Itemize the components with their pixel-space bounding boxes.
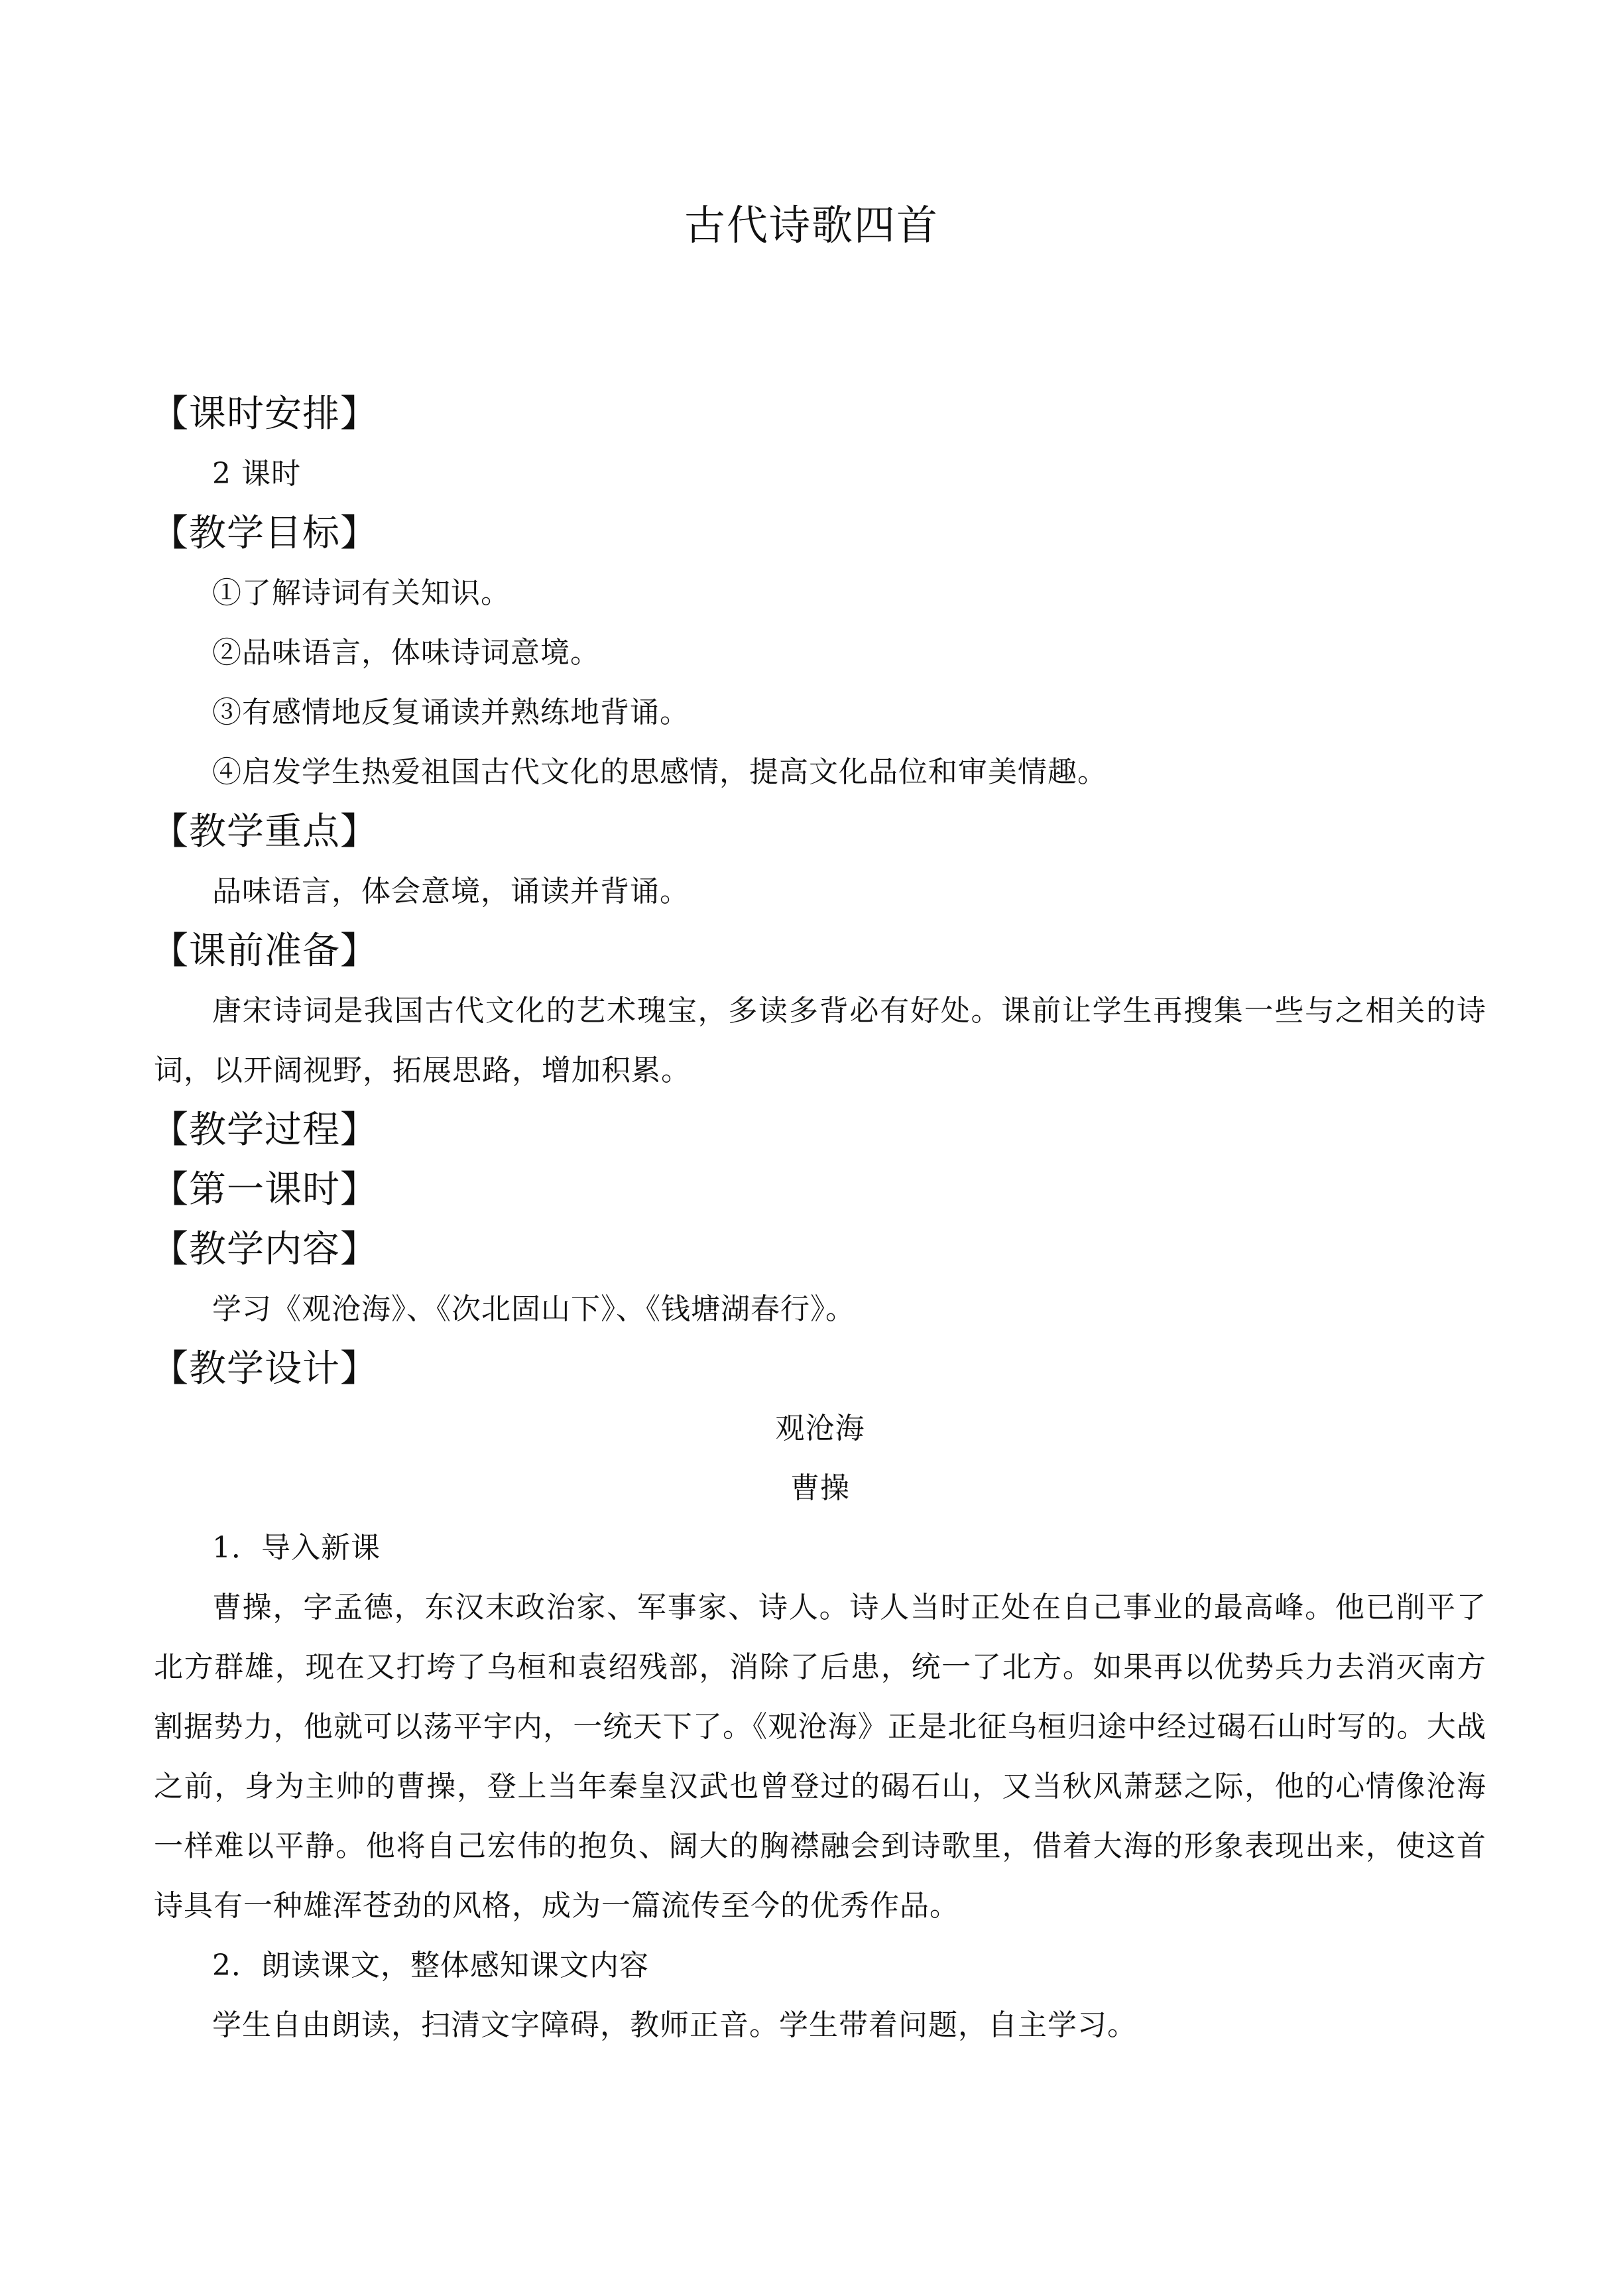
section-heading-first-lesson: 【第一课时】 bbox=[151, 1168, 378, 1211]
step-text: 曹操，字孟德，东汉末政治家、军事家、诗人。诗人当时正处在自己事业的最高峰。他已削平了北方群雄，现在又打垮了乌桓和袁绍残部，消除了后患，统一了北方。如果再以优势兵力去消灭南方割据势力，他就可以荡平宇内，一统天下了。《观沧海》正是北征乌桓归途中经过碣石山时写的。大战之前，身为主帅的曹操，登上当年秦皇汉武也曾登过的碣石山，又当秋风萧瑟之际，他的心情像沧海一样难以平静。他将自己宏伟的抱负、阔大的胸襟融会到诗歌里，借着大海的形象表现出来，使这首诗具有一种雄浑苍劲的风格，成为一篇流传至今的优秀作品。 bbox=[154, 1591, 1486, 1923]
section-heading-goals: 【教学目标】 bbox=[151, 512, 378, 555]
content-text: 学习《观沧海》、《次北固山下》、《钱塘湖春行》。 bbox=[212, 1292, 855, 1326]
prep-text: 唐宋诗词是我国古代文化的艺术瑰宝，多读多背必有好处。课前让学生再搜集一些与之相关的诗词，以开阔视野，拓展思路，增加积累。 bbox=[154, 994, 1486, 1087]
goal-item: ④启发学生热爱祖国古代文化的思感情，提高文化品位和审美情趣。 bbox=[212, 755, 1107, 789]
section-heading-content: 【教学内容】 bbox=[151, 1228, 378, 1271]
goal-item: ①了解诗词有关知识。 bbox=[212, 576, 511, 610]
poem-title: 观沧海 bbox=[775, 1412, 865, 1445]
section-heading-prep: 【课前准备】 bbox=[151, 930, 378, 973]
step-heading: 2．朗读课文，整体感知课文内容 bbox=[212, 1949, 649, 1982]
document-body bbox=[151, 385, 1486, 2055]
step-text: 学生自由朗读，扫清文字障碍，教师正音。学生带着问题，自主学习。 bbox=[212, 2008, 1137, 2042]
goal-item: ③有感情地反复诵读并熟练地背诵。 bbox=[212, 695, 690, 729]
section-heading-design: 【教学设计】 bbox=[151, 1347, 378, 1390]
section-heading-schedule: 【课时安排】 bbox=[151, 393, 378, 436]
goal-item: ②品味语言，体味诗词意境。 bbox=[212, 636, 600, 670]
focus-text: 品味语言，体会意境，诵读并背诵。 bbox=[212, 875, 690, 908]
schedule-text: 2 课时 bbox=[212, 457, 301, 491]
document-title: 古代诗歌四首 bbox=[684, 201, 939, 249]
step-heading: 1．导入新课 bbox=[212, 1531, 381, 1565]
section-heading-focus: 【教学重点】 bbox=[151, 810, 378, 853]
poem-author: 曹操 bbox=[790, 1471, 850, 1505]
section-heading-process: 【教学过程】 bbox=[151, 1109, 378, 1152]
